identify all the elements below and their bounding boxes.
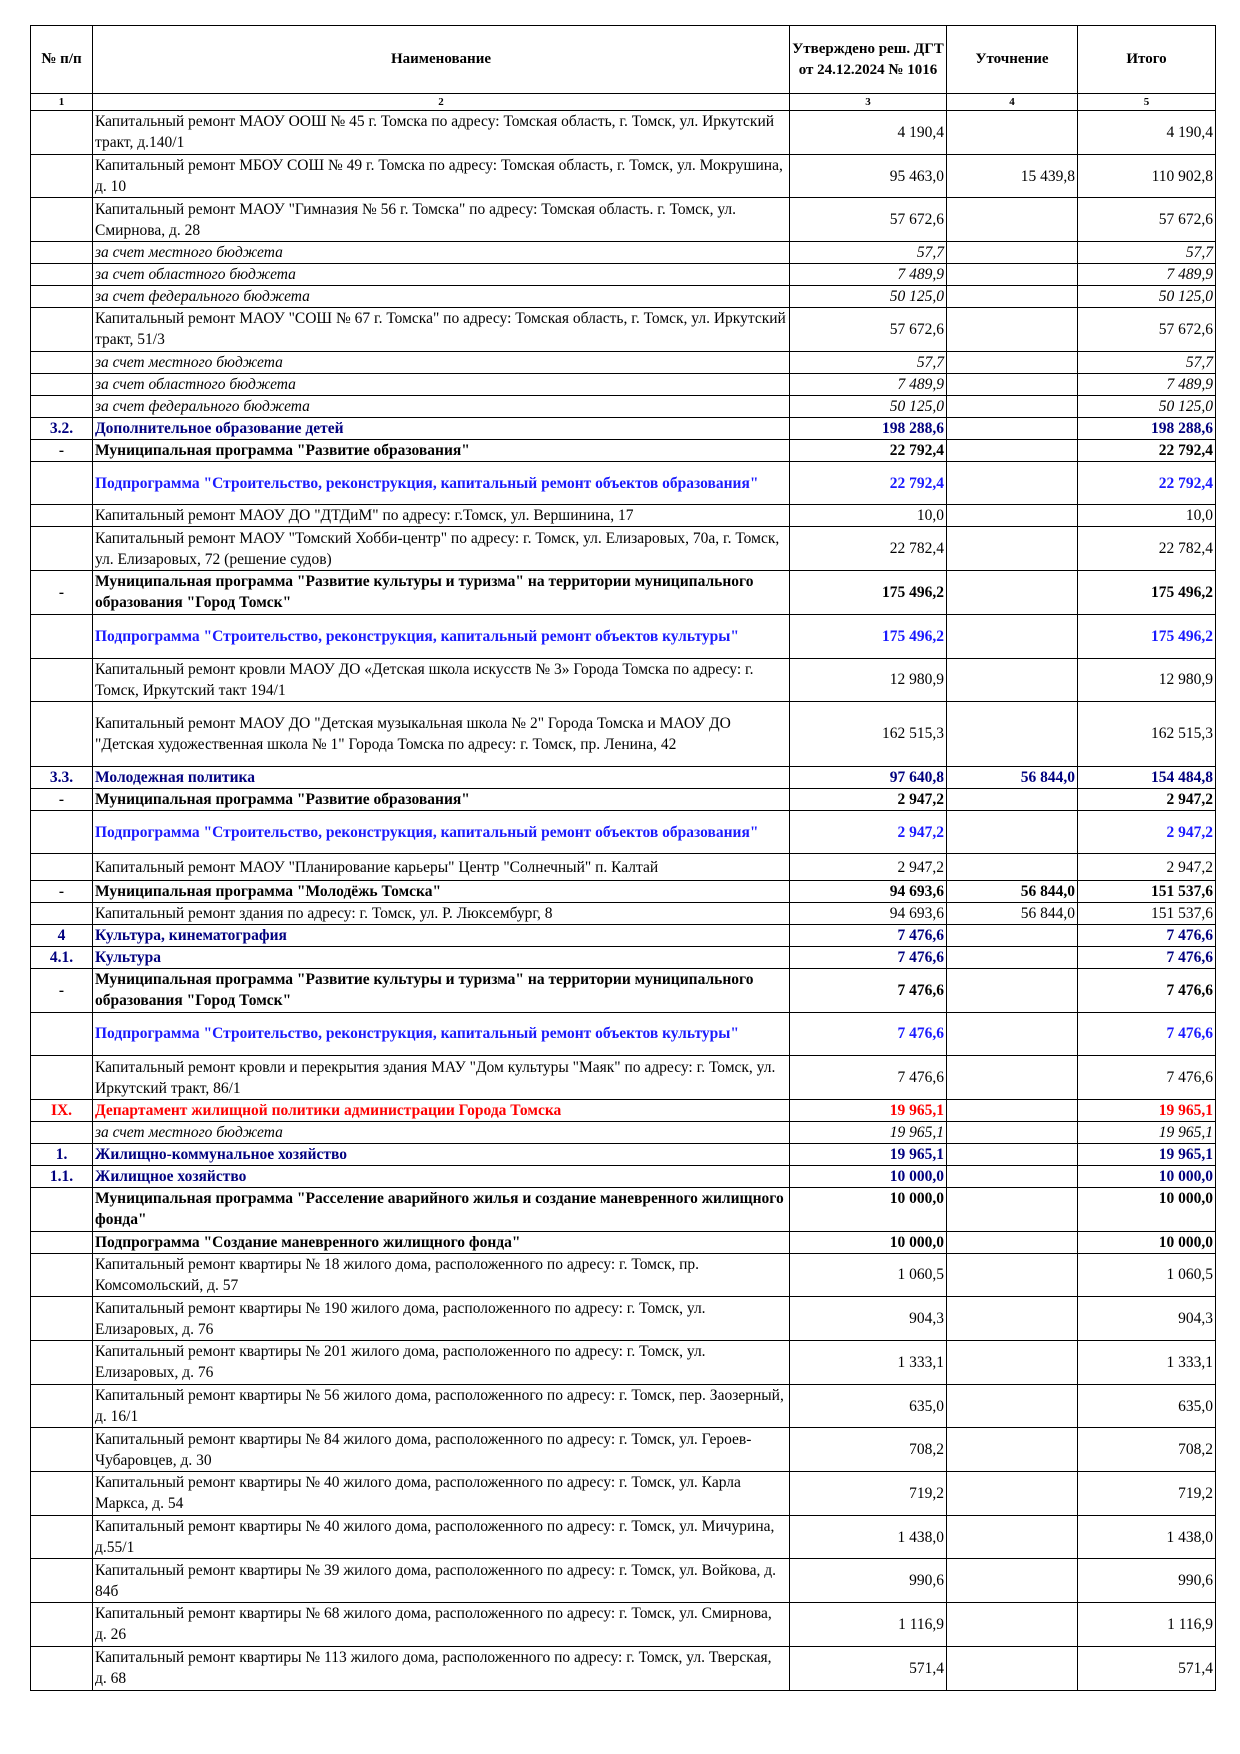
- row-number: [31, 1472, 93, 1516]
- table-row: [31, 264, 1216, 286]
- row-approved: 175 496,2: [790, 614, 947, 658]
- row-number: [31, 308, 93, 352]
- table-row: [31, 1165, 1216, 1187]
- row-adjustment: [947, 308, 1078, 352]
- row-adjustment: [947, 1165, 1078, 1187]
- row-approved: 904,3: [790, 1297, 947, 1341]
- row-adjustment: 56 844,0: [947, 902, 1078, 924]
- row-number: [31, 614, 93, 658]
- table-row: [31, 1341, 1216, 1385]
- row-name: Капитальный ремонт МАОУ "Томский Хобби-центр" по адресу: г. Томск, ул. Елизаровых, 70а, г. Томск, ул. Елизаровых, 72 (решение судов): [93, 527, 790, 571]
- row-adjustment: [947, 1099, 1078, 1121]
- row-total: 10,0: [1078, 505, 1216, 527]
- row-total: 2 947,2: [1078, 788, 1216, 810]
- row-name: Капитальный ремонт квартиры № 113 жилого дома, расположенного по адресу: г. Томск, ул. Тверская, д. 68: [93, 1646, 790, 1690]
- row-adjustment: [947, 264, 1078, 286]
- row-name: Капитальный ремонт квартиры № 40 жилого дома, расположенного по адресу: г. Томск, ул. Мичурина, д.55/1: [93, 1515, 790, 1559]
- table-row: [31, 1559, 1216, 1603]
- row-total: 151 537,6: [1078, 880, 1216, 902]
- table-body: [31, 111, 1216, 1691]
- row-approved: 990,6: [790, 1559, 947, 1603]
- row-number: 4: [31, 924, 93, 946]
- row-name: Капитальный ремонт МАОУ "Планирование карьеры" Центр "Солнечный" п. Калтай: [93, 854, 790, 881]
- row-total: 154 484,8: [1078, 766, 1216, 788]
- table-row: [31, 1143, 1216, 1165]
- row-adjustment: [947, 1515, 1078, 1559]
- row-number: [31, 1428, 93, 1472]
- row-adjustment: [947, 1231, 1078, 1253]
- row-name: Капитальный ремонт квартиры № 190 жилого дома, расположенного по адресу: г. Томск, ул. Елизаровых, д. 76: [93, 1297, 790, 1341]
- row-adjustment: [947, 1297, 1078, 1341]
- header-total: Итого: [1078, 26, 1216, 94]
- table-row: [31, 788, 1216, 810]
- row-number: [31, 1056, 93, 1100]
- row-number: [31, 505, 93, 527]
- row-number: [31, 111, 93, 155]
- row-number: 4.1.: [31, 946, 93, 968]
- row-number: IX.: [31, 1099, 93, 1121]
- row-name: Муниципальная программа "Развитие культуры и туризма" на территории муниципального образования "Город Томск": [93, 968, 790, 1012]
- table-row: [31, 614, 1216, 658]
- row-approved: 50 125,0: [790, 286, 947, 308]
- row-total: 19 965,1: [1078, 1099, 1216, 1121]
- table-row: [31, 902, 1216, 924]
- row-adjustment: 56 844,0: [947, 880, 1078, 902]
- row-approved: 10 000,0: [790, 1187, 947, 1231]
- table-row: [31, 658, 1216, 702]
- row-adjustment: [947, 373, 1078, 395]
- row-total: 198 288,6: [1078, 417, 1216, 439]
- row-approved: 95 463,0: [790, 154, 947, 198]
- row-total: 990,6: [1078, 1559, 1216, 1603]
- row-approved: 10 000,0: [790, 1165, 947, 1187]
- table-row: [31, 286, 1216, 308]
- row-name: Капитальный ремонт квартиры № 68 жилого дома, расположенного по адресу: г. Томск, ул. Смирнова, д. 26: [93, 1603, 790, 1647]
- row-approved: 719,2: [790, 1472, 947, 1516]
- row-name: Капитальный ремонт квартиры № 56 жилого дома, расположенного по адресу: г. Томск, пер. Заозерный, д. 16/1: [93, 1384, 790, 1428]
- row-name: Капитальный ремонт квартиры № 40 жилого дома, расположенного по адресу: г. Томск, ул. Карла Маркса, д. 54: [93, 1472, 790, 1516]
- row-name: Капитальный ремонт кровли и перекрытия здания МАУ "Дом культуры "Маяк" по адресу: г. Томск, ул. Иркутский тракт, 86/1: [93, 1056, 790, 1100]
- row-name: Подпрограмма "Создание маневренного жилищного фонда": [93, 1231, 790, 1253]
- row-name: Муниципальная программа "Развитие культуры и туризма" на территории муниципального образования "Город Томск": [93, 571, 790, 615]
- row-number: [31, 854, 93, 881]
- row-approved: 10,0: [790, 505, 947, 527]
- row-approved: 1 333,1: [790, 1341, 947, 1385]
- table-row: [31, 766, 1216, 788]
- row-name: Капитальный ремонт кровли МАОУ ДО «Детская школа искусств № 3» Города Томска по адресу: г. Томск, Иркутский такт 194/1: [93, 658, 790, 702]
- row-total: 57,7: [1078, 242, 1216, 264]
- row-total: 1 116,9: [1078, 1603, 1216, 1647]
- row-name: Культура, кинематография: [93, 924, 790, 946]
- table-row: [31, 351, 1216, 373]
- table-row: [31, 924, 1216, 946]
- row-number: [31, 1012, 93, 1056]
- row-name: Капитальный ремонт МАОУ ДО "ДТДиМ" по адресу: г.Томск, ул. Вершинина, 17: [93, 505, 790, 527]
- row-name: за счет местного бюджета: [93, 351, 790, 373]
- row-total: 22 792,4: [1078, 439, 1216, 461]
- row-total: 162 515,3: [1078, 702, 1216, 767]
- row-approved: 94 693,6: [790, 880, 947, 902]
- row-approved: 7 476,6: [790, 1012, 947, 1056]
- row-adjustment: [947, 1603, 1078, 1647]
- row-number: [31, 1253, 93, 1297]
- row-name: Капитальный ремонт квартиры № 201 жилого дома, расположенного по адресу: г. Томск, ул. Елизаровых, д. 76: [93, 1341, 790, 1385]
- table-row: [31, 1231, 1216, 1253]
- row-adjustment: [947, 527, 1078, 571]
- row-name: Капитальный ремонт квартиры № 39 жилого дома, расположенного по адресу: г. Томск, ул. Войкова, д. 84б: [93, 1559, 790, 1603]
- row-total: 2 947,2: [1078, 854, 1216, 881]
- row-number: [31, 1384, 93, 1428]
- row-number: -: [31, 880, 93, 902]
- row-approved: 7 489,9: [790, 373, 947, 395]
- row-adjustment: [947, 1253, 1078, 1297]
- row-number: [31, 198, 93, 242]
- table-row: [31, 1297, 1216, 1341]
- row-approved: 97 640,8: [790, 766, 947, 788]
- table-row: [31, 198, 1216, 242]
- row-total: 635,0: [1078, 1384, 1216, 1428]
- row-number: [31, 395, 93, 417]
- row-total: 19 965,1: [1078, 1143, 1216, 1165]
- table-row: [31, 373, 1216, 395]
- row-total: 1 060,5: [1078, 1253, 1216, 1297]
- row-adjustment: [947, 351, 1078, 373]
- column-number: 4: [947, 94, 1078, 111]
- table-row: [31, 417, 1216, 439]
- table-row: [31, 1012, 1216, 1056]
- row-number: [31, 373, 93, 395]
- table-row: [31, 1603, 1216, 1647]
- row-approved: 2 947,2: [790, 810, 947, 854]
- row-approved: 2 947,2: [790, 854, 947, 881]
- row-adjustment: [947, 395, 1078, 417]
- table-row: [31, 1384, 1216, 1428]
- row-name: Культура: [93, 946, 790, 968]
- row-number: [31, 1231, 93, 1253]
- row-approved: 7 476,6: [790, 946, 947, 968]
- row-adjustment: [947, 1187, 1078, 1231]
- row-approved: 22 782,4: [790, 527, 947, 571]
- row-total: 7 476,6: [1078, 968, 1216, 1012]
- row-total: 175 496,2: [1078, 571, 1216, 615]
- row-approved: 19 965,1: [790, 1099, 947, 1121]
- row-total: 1 438,0: [1078, 1515, 1216, 1559]
- row-number: 1.1.: [31, 1165, 93, 1187]
- table-row: [31, 968, 1216, 1012]
- row-total: 57 672,6: [1078, 308, 1216, 352]
- row-approved: 1 438,0: [790, 1515, 947, 1559]
- row-adjustment: 56 844,0: [947, 766, 1078, 788]
- row-approved: 7 476,6: [790, 924, 947, 946]
- row-approved: 22 792,4: [790, 461, 947, 505]
- row-approved: 50 125,0: [790, 395, 947, 417]
- row-number: [31, 902, 93, 924]
- row-name: Капитальный ремонт квартиры № 18 жилого дома, расположенного по адресу: г. Томск, пр. Комсомольский, д. 57: [93, 1253, 790, 1297]
- row-total: 50 125,0: [1078, 395, 1216, 417]
- row-name: за счет областного бюджета: [93, 373, 790, 395]
- row-number: [31, 286, 93, 308]
- row-approved: 198 288,6: [790, 417, 947, 439]
- row-name: Подпрограмма "Строительство, реконструкция, капитальный ремонт объектов образования": [93, 810, 790, 854]
- row-adjustment: [947, 1056, 1078, 1100]
- table-row: [31, 111, 1216, 155]
- row-total: 7 476,6: [1078, 1012, 1216, 1056]
- table-row: [31, 395, 1216, 417]
- table-row: [31, 154, 1216, 198]
- row-adjustment: [947, 946, 1078, 968]
- header-adjustment: Уточнение: [947, 26, 1078, 94]
- row-number: [31, 1121, 93, 1143]
- row-total: 719,2: [1078, 1472, 1216, 1516]
- row-total: 57,7: [1078, 351, 1216, 373]
- row-total: 7 476,6: [1078, 946, 1216, 968]
- row-name: за счет федерального бюджета: [93, 286, 790, 308]
- row-adjustment: [947, 461, 1078, 505]
- table-row: [31, 1428, 1216, 1472]
- column-number: 5: [1078, 94, 1216, 111]
- row-adjustment: [947, 286, 1078, 308]
- row-number: [31, 264, 93, 286]
- table-row: [31, 1472, 1216, 1516]
- row-number: [31, 1515, 93, 1559]
- row-approved: 19 965,1: [790, 1121, 947, 1143]
- row-approved: 7 476,6: [790, 968, 947, 1012]
- row-total: 50 125,0: [1078, 286, 1216, 308]
- table-row: [31, 946, 1216, 968]
- row-approved: 22 792,4: [790, 439, 947, 461]
- row-approved: 1 060,5: [790, 1253, 947, 1297]
- row-total: 22 792,4: [1078, 461, 1216, 505]
- row-number: -: [31, 968, 93, 1012]
- row-approved: 7 476,6: [790, 1056, 947, 1100]
- row-total: 57 672,6: [1078, 198, 1216, 242]
- row-total: 22 782,4: [1078, 527, 1216, 571]
- table-row: [31, 1646, 1216, 1690]
- row-approved: 635,0: [790, 1384, 947, 1428]
- row-name: за счет федерального бюджета: [93, 395, 790, 417]
- row-name: за счет местного бюджета: [93, 242, 790, 264]
- row-approved: 571,4: [790, 1646, 947, 1690]
- row-total: 7 489,9: [1078, 373, 1216, 395]
- row-adjustment: [947, 1559, 1078, 1603]
- row-total: 10 000,0: [1078, 1165, 1216, 1187]
- row-adjustment: [947, 924, 1078, 946]
- table-row: [31, 1253, 1216, 1297]
- row-total: 4 190,4: [1078, 111, 1216, 155]
- row-number: [31, 242, 93, 264]
- column-number: 1: [31, 94, 93, 111]
- row-total: 7 476,6: [1078, 1056, 1216, 1100]
- column-number: 3: [790, 94, 947, 111]
- row-name: Капитальный ремонт квартиры № 84 жилого дома, расположенного по адресу: г. Томск, ул. Героев-Чубаровцев, д. 30: [93, 1428, 790, 1472]
- row-number: [31, 1603, 93, 1647]
- row-adjustment: [947, 111, 1078, 155]
- header-approved: Утверждено реш. ДГТ от 24.12.2024 № 1016: [790, 26, 947, 94]
- row-name: Муниципальная программа "Развитие образования": [93, 439, 790, 461]
- row-adjustment: [947, 1646, 1078, 1690]
- table-row: [31, 854, 1216, 881]
- row-adjustment: [947, 439, 1078, 461]
- table-row: [31, 571, 1216, 615]
- row-name: Муниципальная программа "Расселение аварийного жилья и создание маневренного жилищного фонда": [93, 1187, 790, 1231]
- row-number: [31, 658, 93, 702]
- row-total: 151 537,6: [1078, 902, 1216, 924]
- row-name: за счет областного бюджета: [93, 264, 790, 286]
- row-number: [31, 527, 93, 571]
- row-number: 3.3.: [31, 766, 93, 788]
- row-name: Капитальный ремонт МАОУ "Гимназия № 56 г. Томска" по адресу: Томская область. г. Томск, ул. Смирнова, д. 28: [93, 198, 790, 242]
- header-number: № п/п: [31, 26, 93, 94]
- row-name: Жилищное хозяйство: [93, 1165, 790, 1187]
- row-name: Муниципальная программа "Молодёжь Томска": [93, 880, 790, 902]
- header-name: Наименование: [93, 26, 790, 94]
- row-adjustment: [947, 854, 1078, 881]
- row-number: -: [31, 439, 93, 461]
- header-row: [31, 26, 1216, 94]
- row-total: 19 965,1: [1078, 1121, 1216, 1143]
- row-adjustment: [947, 788, 1078, 810]
- row-total: 7 489,9: [1078, 264, 1216, 286]
- row-adjustment: [947, 571, 1078, 615]
- row-adjustment: [947, 242, 1078, 264]
- row-approved: 7 489,9: [790, 264, 947, 286]
- table-row: [31, 1515, 1216, 1559]
- row-number: [31, 810, 93, 854]
- table-row: [31, 880, 1216, 902]
- row-total: 12 980,9: [1078, 658, 1216, 702]
- table-row: [31, 461, 1216, 505]
- row-approved: 162 515,3: [790, 702, 947, 767]
- row-approved: 57,7: [790, 242, 947, 264]
- row-total: 10 000,0: [1078, 1187, 1216, 1231]
- row-total: 571,4: [1078, 1646, 1216, 1690]
- budget-table: [30, 25, 1216, 1691]
- table-row: [31, 702, 1216, 767]
- row-approved: 4 190,4: [790, 111, 947, 155]
- row-adjustment: [947, 702, 1078, 767]
- row-name: Муниципальная программа "Развитие образования": [93, 788, 790, 810]
- row-total: 175 496,2: [1078, 614, 1216, 658]
- row-number: [31, 1297, 93, 1341]
- row-approved: 708,2: [790, 1428, 947, 1472]
- row-name: Департамент жилищной политики администрации Города Томска: [93, 1099, 790, 1121]
- row-number: 1.: [31, 1143, 93, 1165]
- row-total: 10 000,0: [1078, 1231, 1216, 1253]
- row-approved: 57,7: [790, 351, 947, 373]
- table-row: [31, 242, 1216, 264]
- row-number: [31, 1646, 93, 1690]
- row-name: Капитальный ремонт здания по адресу: г. Томск, ул. Р. Люксембург, 8: [93, 902, 790, 924]
- row-name: Подпрограмма "Строительство, реконструкция, капитальный ремонт объектов культуры": [93, 614, 790, 658]
- row-adjustment: [947, 1384, 1078, 1428]
- row-name: Подпрограмма "Строительство, реконструкция, капитальный ремонт объектов культуры": [93, 1012, 790, 1056]
- row-approved: 94 693,6: [790, 902, 947, 924]
- row-adjustment: [947, 968, 1078, 1012]
- row-name: Капитальный ремонт МАОУ "СОШ № 67 г. Томска" по адресу: Томская область, г. Томск, ул. Иркутский тракт, 51/3: [93, 308, 790, 352]
- row-approved: 57 672,6: [790, 198, 947, 242]
- row-total: 7 476,6: [1078, 924, 1216, 946]
- table-row: [31, 810, 1216, 854]
- row-name: Подпрограмма "Строительство, реконструкция, капитальный ремонт объектов образования": [93, 461, 790, 505]
- row-total: 904,3: [1078, 1297, 1216, 1341]
- row-adjustment: [947, 417, 1078, 439]
- row-adjustment: [947, 614, 1078, 658]
- row-total: 708,2: [1078, 1428, 1216, 1472]
- row-name: Капитальный ремонт МАОУ ООШ № 45 г. Томска по адресу: Томская область, г. Томск, ул. Иркутский тракт, д.140/1: [93, 111, 790, 155]
- column-numbers-row: [31, 94, 1216, 111]
- row-total: 1 333,1: [1078, 1341, 1216, 1385]
- row-adjustment: [947, 1428, 1078, 1472]
- row-adjustment: 15 439,8: [947, 154, 1078, 198]
- row-adjustment: [947, 1012, 1078, 1056]
- row-name: Капитальный ремонт МБОУ СОШ № 49 г. Томска по адресу: Томская область, г. Томск, ул. Мокрушина, д. 10: [93, 154, 790, 198]
- row-number: [31, 154, 93, 198]
- row-approved: 1 116,9: [790, 1603, 947, 1647]
- row-approved: 19 965,1: [790, 1143, 947, 1165]
- row-name: за счет местного бюджета: [93, 1121, 790, 1143]
- row-name: Капитальный ремонт МАОУ ДО "Детская музыкальная школа № 2" Города Томска и МАОУ ДО "Детская художественная школа № 1" Города Томска по адресу: г. Томск, пр. Ленина, 42: [93, 702, 790, 767]
- row-number: -: [31, 571, 93, 615]
- row-name: Жилищно-коммунальное хозяйство: [93, 1143, 790, 1165]
- row-number: -: [31, 788, 93, 810]
- row-number: [31, 1341, 93, 1385]
- row-adjustment: [947, 1121, 1078, 1143]
- row-adjustment: [947, 198, 1078, 242]
- row-adjustment: [947, 1341, 1078, 1385]
- row-adjustment: [947, 658, 1078, 702]
- row-total: 2 947,2: [1078, 810, 1216, 854]
- row-adjustment: [947, 1143, 1078, 1165]
- row-approved: 12 980,9: [790, 658, 947, 702]
- column-number: 2: [93, 94, 790, 111]
- row-number: [31, 702, 93, 767]
- row-approved: 57 672,6: [790, 308, 947, 352]
- table-row: [31, 505, 1216, 527]
- table-row: [31, 1099, 1216, 1121]
- table-row: [31, 308, 1216, 352]
- table-row: [31, 1121, 1216, 1143]
- row-number: [31, 351, 93, 373]
- row-number: [31, 1187, 93, 1231]
- row-adjustment: [947, 1472, 1078, 1516]
- row-adjustment: [947, 810, 1078, 854]
- row-number: [31, 461, 93, 505]
- row-number: [31, 1559, 93, 1603]
- row-total: 110 902,8: [1078, 154, 1216, 198]
- row-number: 3.2.: [31, 417, 93, 439]
- row-name: Молодежная политика: [93, 766, 790, 788]
- row-name: Дополнительное образование детей: [93, 417, 790, 439]
- table-row: [31, 439, 1216, 461]
- row-approved: 2 947,2: [790, 788, 947, 810]
- table-row: [31, 1187, 1216, 1231]
- table-row: [31, 1056, 1216, 1100]
- row-approved: 175 496,2: [790, 571, 947, 615]
- row-approved: 10 000,0: [790, 1231, 947, 1253]
- table-row: [31, 527, 1216, 571]
- row-adjustment: [947, 505, 1078, 527]
